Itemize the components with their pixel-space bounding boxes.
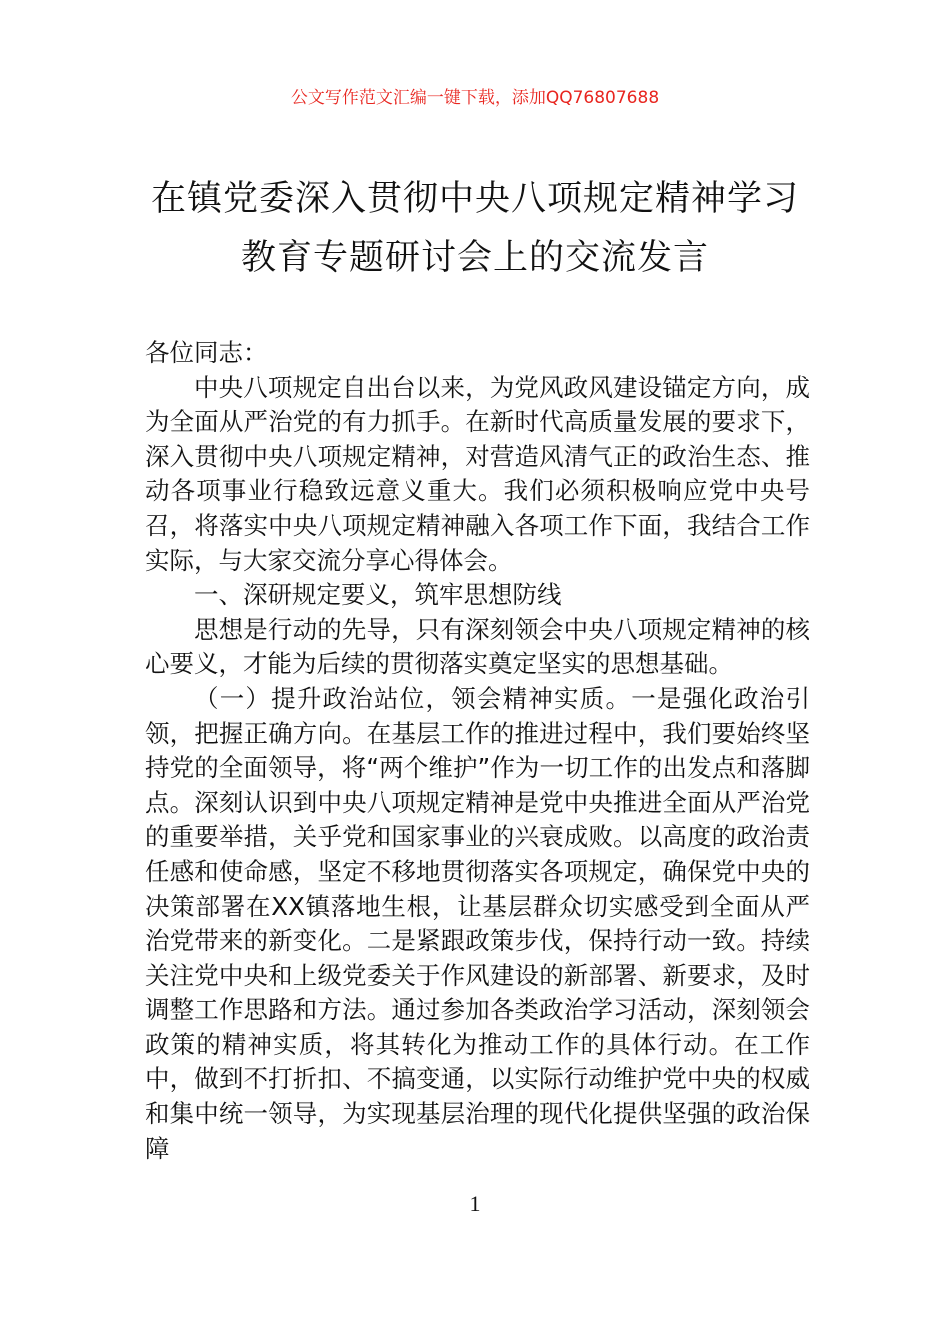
download-note: 公文写作范文汇编一键下载，添加QQ76807688 bbox=[290, 88, 660, 108]
salutation: 各位同志： bbox=[145, 338, 268, 367]
paragraph-section-intro: 思想是行动的先导，只有深刻领会中央八项规定精神的核心要义，才能为后续的贯彻落实奠定坚实的思想基础。 bbox=[145, 614, 810, 679]
document-title bbox=[100, 170, 850, 288]
paragraph-intro: 中央八项规定自出台以来，为党风政风建设锚定方向，成为全面从严治党的有力抓手。在新时代高质量发展的要求下，深入贯彻中央八项规定精神，对营造风清气正的政治生态、推动各项事业行稳致远意义重大。我们必须积极响应党中央号召，将落实中央八项规定精神融入各项工作下面，我结合工作实际，与大家交流分享心得体会。 bbox=[145, 372, 810, 575]
page-number: 1 bbox=[469, 1191, 481, 1216]
section-heading: 一、深研规定要义，筑牢思想防线 bbox=[194, 580, 562, 610]
paragraph-subsection-1: （一）提升政治站位，领会精神实质。一是强化政治引领，把握正确方向。在基层工作的推进过程中，我们要始终坚持党的全面领导，将“两个维护”作为一切工作的出发点和落脚点。深刻认识到中央八项规定精神是党中央推进全面从严治党的重要举措，关乎党和国家事业的兴衰成败。以高度的政治责任感和使命感，坚定不移地贯彻落实各项规定，确保党中央的决策部署在XX镇落地生根，让基层群众切实感受到全面从严治党带来的新变化。二是紧跟政策步伐，保持行动一致。持续关注党中央和上级党委关于作风建设的新部署、新要求，及时调整工作思路和方法。通过参加各类政治学习活动，深刻领会政策的精神实质，将其转化为推动工作的具体行动。在工作中，做到不打折扣、不搞变通，以实际行动维护党中央的权威和集中统一领导，为实现基层治理的现代化提供坚强的政治保障 bbox=[145, 683, 810, 1163]
title-line-2: 教育专题研讨会上的交流发言 bbox=[240, 238, 709, 278]
title-line-1: 在镇党委深入贯彻中央八项规定精神学习 bbox=[150, 179, 799, 219]
document-body bbox=[145, 336, 810, 1166]
